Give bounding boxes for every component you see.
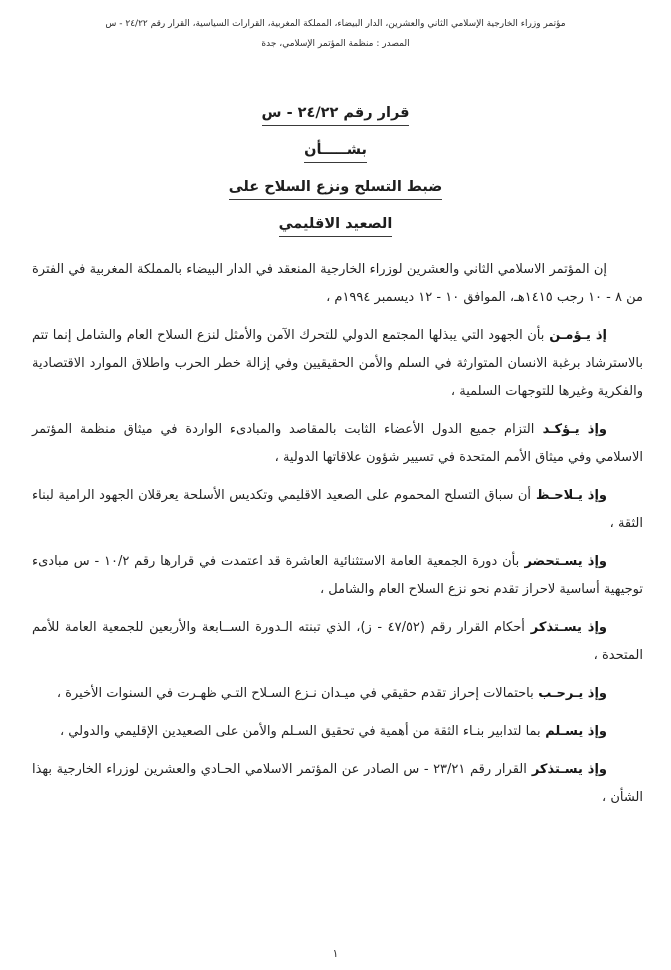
paragraph: وإذ يسـلم بما لتدابير بنـاء الثقة من أهمية في تحقيق السـلم والأمن على الصعيدين الإقليمي والدولي ، xyxy=(59,724,607,739)
subject-line-2: الصعيد الاقليمي xyxy=(279,216,393,237)
paragraph: وإذ يسـتذكر أحكام القرار رقم (٤٧/٥٢ - ز)، الذي تبنته الـدورة الســابعة والأربعين للجمعية العامة للأمم المتحدة ، xyxy=(32,620,643,663)
subject-line-1: ضبط التسلح ونزع السلاح على xyxy=(229,179,443,200)
page-number: ١ xyxy=(332,947,339,960)
paragraph-lead: إذ يـؤمـن xyxy=(544,328,607,343)
header-source-line: المصدر : منظمة المؤتمر الإسلامي، جدة xyxy=(261,39,410,49)
paragraph: إن المؤتمر الاسلامي الثاني والعشرين لوزراء الخارجية المنعقد في الدار البيضاء بالمملكة المغربية في الفترة من ٨ - ١٠ رجب ١٤١٥هـ، الموافق ١٠ - ١٢ ديسمبر ١٩٩٤م ، xyxy=(32,262,643,305)
paragraph-lead: وإذ يسـتذكر xyxy=(524,620,607,635)
paragraph-lead: وإذ يـلاحـظ xyxy=(531,488,607,503)
paragraph-lead: وإذ يـرحـب xyxy=(533,686,607,701)
document-header xyxy=(10,14,661,54)
paragraph: إذ يـؤمـن بأن الجهود التي يبذلها المجتمع الدولي للتحرك الآمن والأمثل لنزع السلاح العام والشامل إنما تتم بالاسترشاد برغبة الانسان المتوارثة في السلم والأمن الحقيقيين وفي إزالة خطر الحرب واطلاق الموارد الاقتصادية والفكرية وغيرها للتوجهات السلمية ، xyxy=(32,328,643,399)
title-block xyxy=(0,102,671,250)
header-citation-line: مؤتمر وزراء الخارجية الإسلامي الثاني والعشرين، الدار البيضاء، المملكة المغربية، القرارات السياسية، القرار رقم ٢٤/٢٢ - س xyxy=(105,19,566,29)
paragraph: وإذ يسـتحضر بأن دورة الجمعية العامة الاستثنائية العاشرة قد اعتمدت في قرارها رقم ١٠/٢ - س مبادىء توجيهية أساسية لاحراز تقدم نحو نزع السلاح العام والشامل ، xyxy=(32,554,643,597)
paragraph-lead: وإذ يسـلم xyxy=(540,724,607,739)
paragraph-lead: وإذ يسـتذكر xyxy=(526,762,608,777)
subject-label: بشـــــأن xyxy=(304,142,367,163)
paragraph: وإذ يـؤكـد التزام جميع الدول الأعضاء الثابت بالمقاصد والمبادىء الواردة في ميثاق منظمة المؤتمر الاسلامي وفي ميثاق الأمم المتحدة في تسيير شؤون علاقاتها الدولية ، xyxy=(32,422,643,465)
paragraph: وإذ يـلاحـظ أن سباق التسلح المحموم على الصعيد الاقليمي وتكديس الأسلحة يعرقلان الجهود الرامية لبناء الثقة ، xyxy=(32,488,643,531)
resolution-number-title: قرار رقم ٢٤/٢٢ - س xyxy=(262,105,410,126)
paragraph: وإذ يـرحـب باحتمالات إحراز تقدم حقيقي في ميـدان نـزع السـلاح التـي ظهـرت في السنوات الأخيرة ، xyxy=(56,686,607,701)
paragraph-lead: وإذ يسـتحضر xyxy=(519,554,608,569)
paragraph-lead: وإذ يـؤكـد xyxy=(534,422,608,437)
paragraph: وإذ يسـتذكر القرار رقم ٢٣/٢١ - س الصادر عن المؤتمر الاسلامي الحـادي والعشرين لوزراء الخارجية بهذا الشأن ، xyxy=(32,762,643,805)
document-body xyxy=(32,256,643,822)
